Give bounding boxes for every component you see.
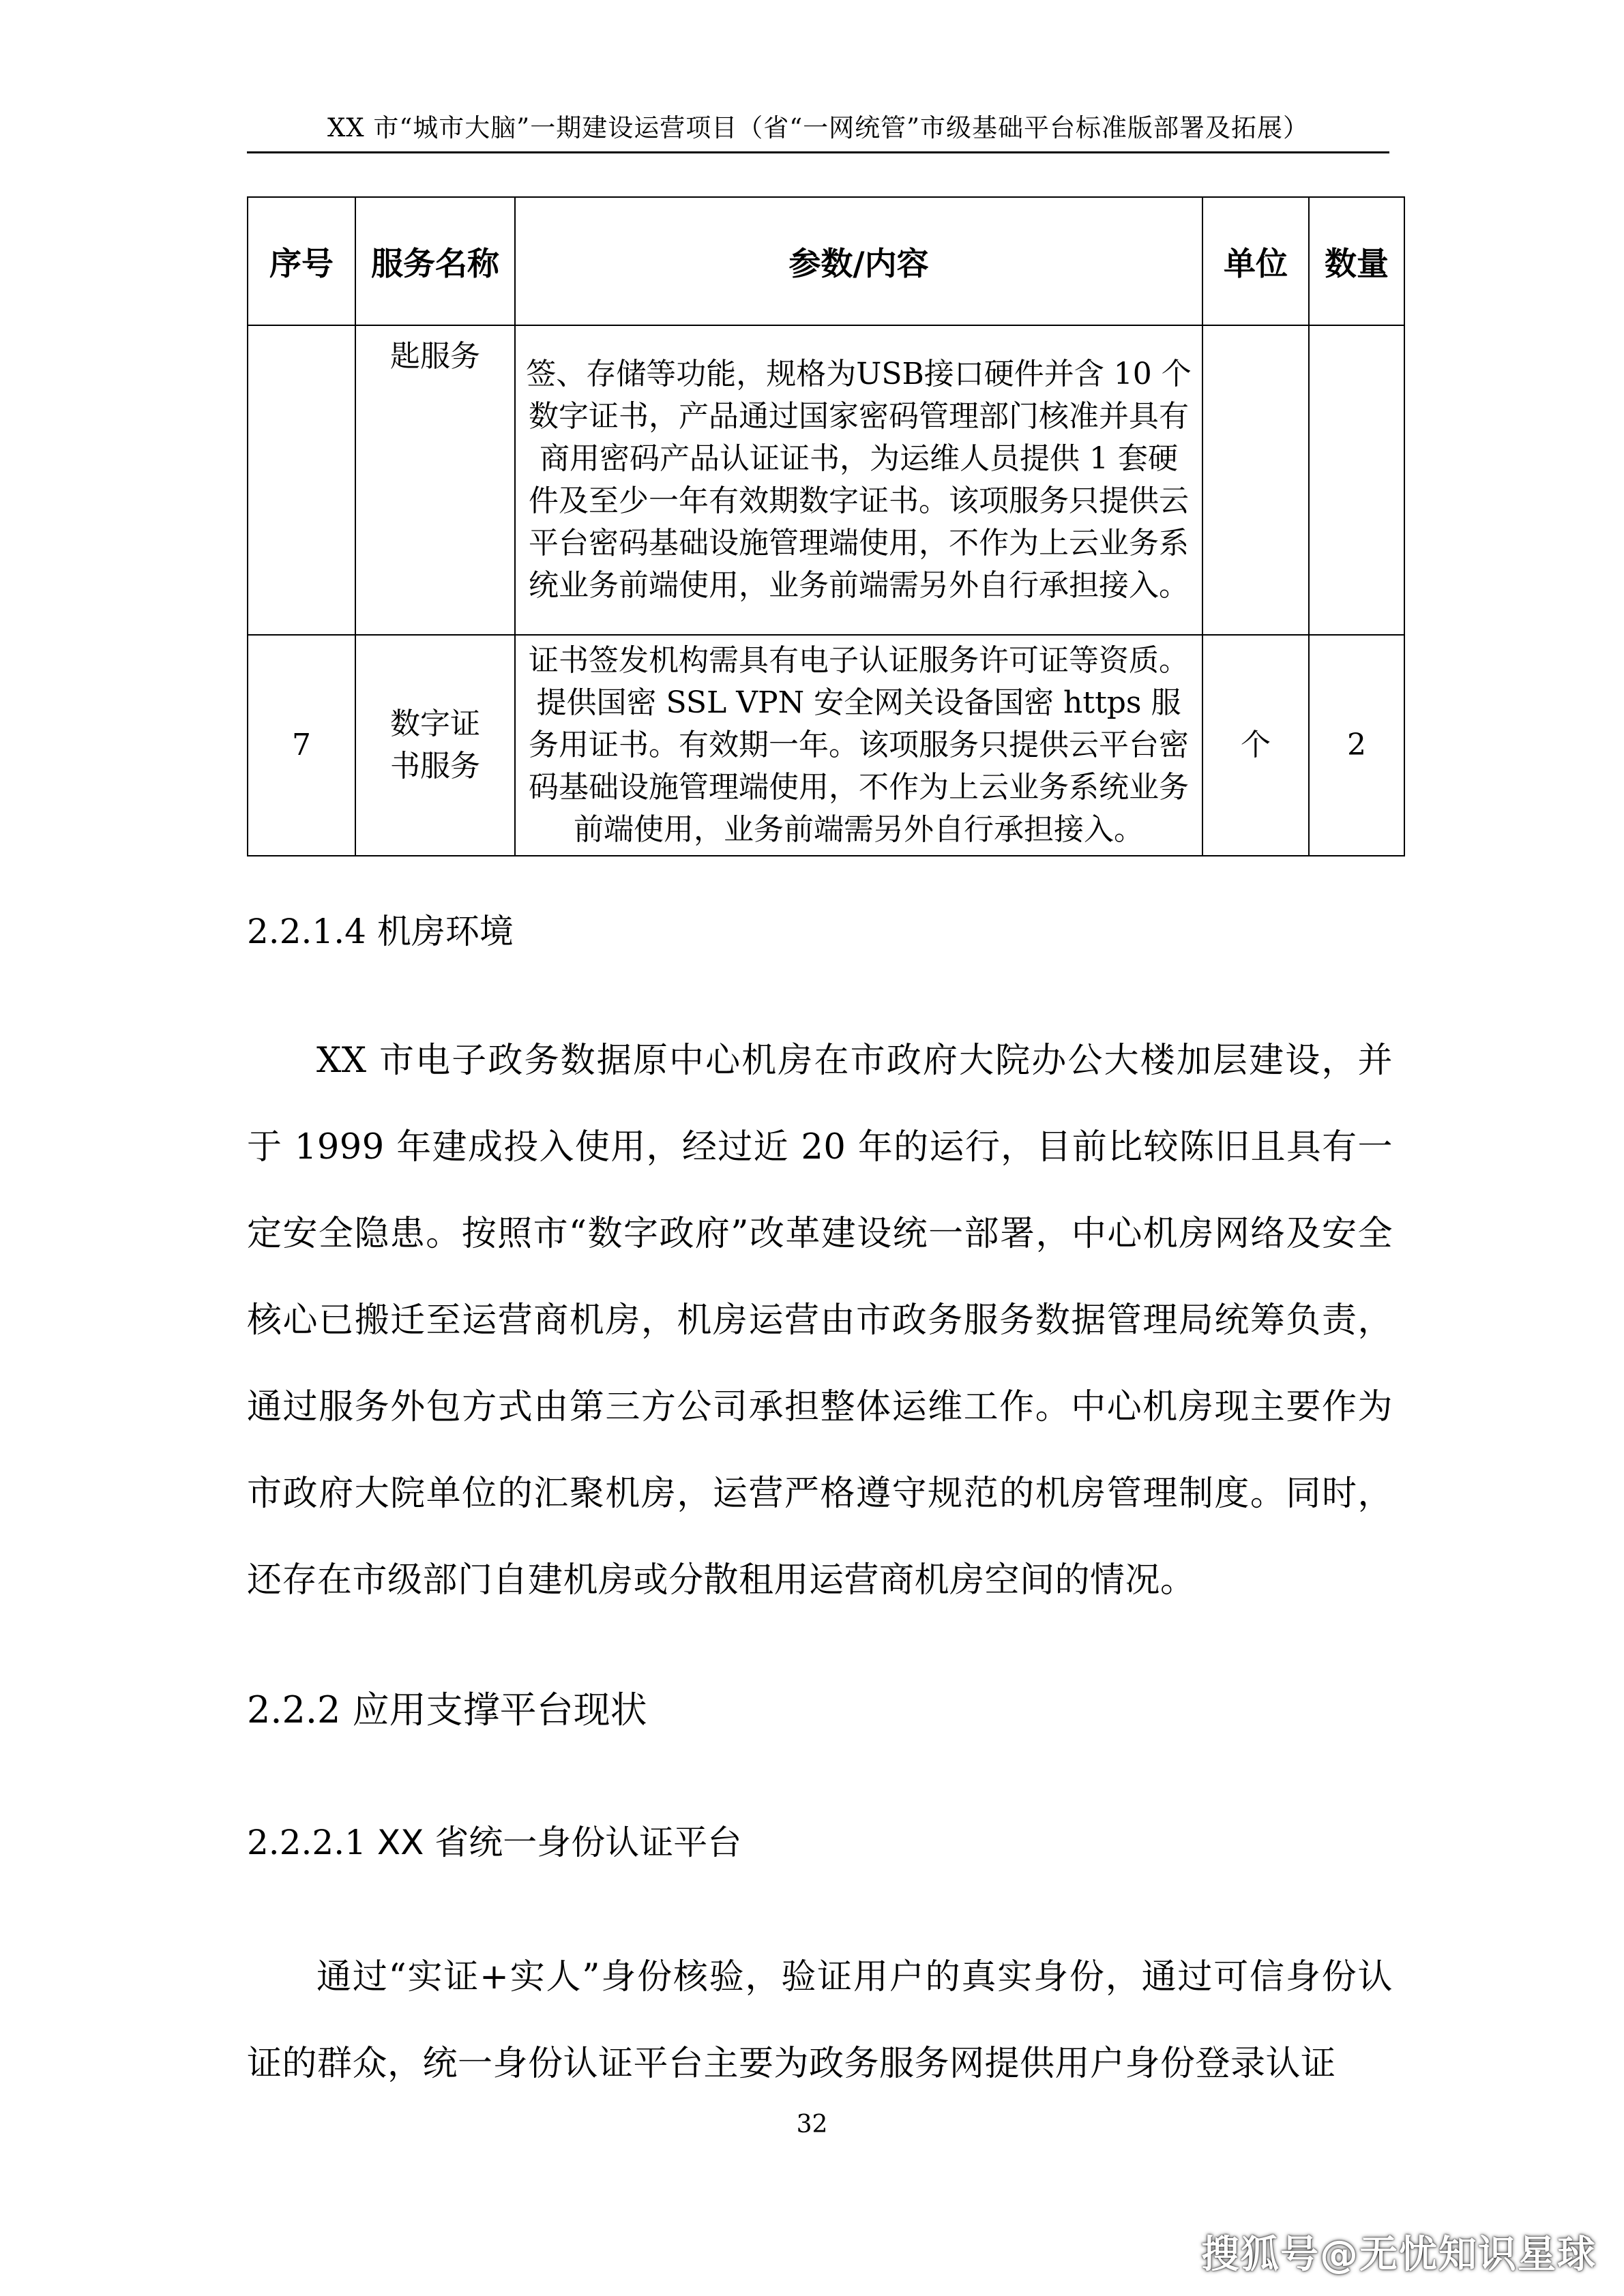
cell-service-name: 匙服务 [355, 325, 515, 635]
column-header-unit: 单位 [1202, 197, 1309, 325]
cell-qty [1309, 325, 1404, 635]
section-heading-2221 [247, 1815, 741, 1870]
table-row [248, 635, 1404, 856]
cell-content-text: 证书签发机构需具有电子认证服务许可证等资质。提供国密 SSL VPN 安全网关设备国密 https 服务用证书。有效期一年。该项服务只提供云平台密码基础设施管理端使用，不作为上云业务系统业务前端使用，业务前端需另外自行承担接入。 [529, 643, 1189, 847]
cell-content [515, 635, 1202, 856]
column-header-no: 序号 [248, 197, 355, 325]
section-heading-2214 [247, 904, 514, 959]
table-header-row [248, 197, 1404, 325]
cell-content [515, 325, 1202, 635]
cell-unit [1202, 325, 1309, 635]
cell-unit: 个 [1202, 635, 1309, 856]
cell-service-name-text: 数字证书服务 [390, 706, 480, 784]
section-number: 2.2.1.4 [247, 912, 366, 951]
section-title: 机房环境 [377, 912, 514, 951]
section-heading-222 [247, 1683, 647, 1738]
column-header-qty: 数量 [1309, 197, 1404, 325]
column-header-content: 参数/内容 [515, 197, 1202, 325]
cell-no: 7 [248, 635, 355, 856]
column-header-name: 服务名称 [355, 197, 515, 325]
cell-qty: 2 [1309, 635, 1404, 856]
header-rule [247, 151, 1389, 153]
cell-no [248, 325, 355, 635]
section-title: XX 省统一身份认证平台 [377, 1823, 742, 1862]
service-table [247, 196, 1405, 856]
paragraph-server-room: XX 市电子政务数据原中心机房在市政府大院办公大楼加层建设，并于 1999 年建成投入使用，经过近 20 年的运行，目前比较陈旧且具有一定安全隐患。按照市“数字政府”改革建设统一部署，中心机房网络及安全核心已搬迁至运营商机房，机房运营由市政务服务数据管理局统筹负责，通过服务外包方式由第三方公司承担整体运维工作。中心机房现主要作为市政府大院单位的汇聚机房，运营严格遵守规范的机房管理制度。同时，还存在市级部门自建机房或分散租用运营商机房空间的情况。 [247, 1041, 1393, 1600]
section-title: 应用支撑平台现状 [352, 1688, 647, 1731]
cell-content-text: 签、存储等功能，规格为USB接口硬件并含 10 个数字证书，产品通过国家密码管理部门核准并具有商用密码产品认证证书，为运维人员提供 1 套硬件及至少一年有效期数字证书。该项服务只提供云平台密码基础设施管理端使用，不作为上云业务系统业务前端使用，业务前端需另外自行承担接入。 [526, 357, 1192, 603]
section-number: 2.2.2 [247, 1688, 341, 1731]
paragraph-identity-auth: 通过“实证+实人”身份核验，验证用户的真实身份，通过可信身份认证的群众，统一身份认证平台主要为政务服务网提供用户身份登录认证 [247, 1957, 1393, 2084]
section-number: 2.2.2.1 [247, 1823, 366, 1862]
page-number: 32 [796, 2111, 828, 2138]
cell-service-name [355, 635, 515, 856]
page-header: XX 市“城市大脑”一期建设运营项目（省“一网统管”市级基础平台标准版部署及拓展） [327, 113, 1310, 143]
watermark: 搜狐号@无忧知识星球 [1201, 2233, 1597, 2277]
table-row [248, 325, 1404, 635]
